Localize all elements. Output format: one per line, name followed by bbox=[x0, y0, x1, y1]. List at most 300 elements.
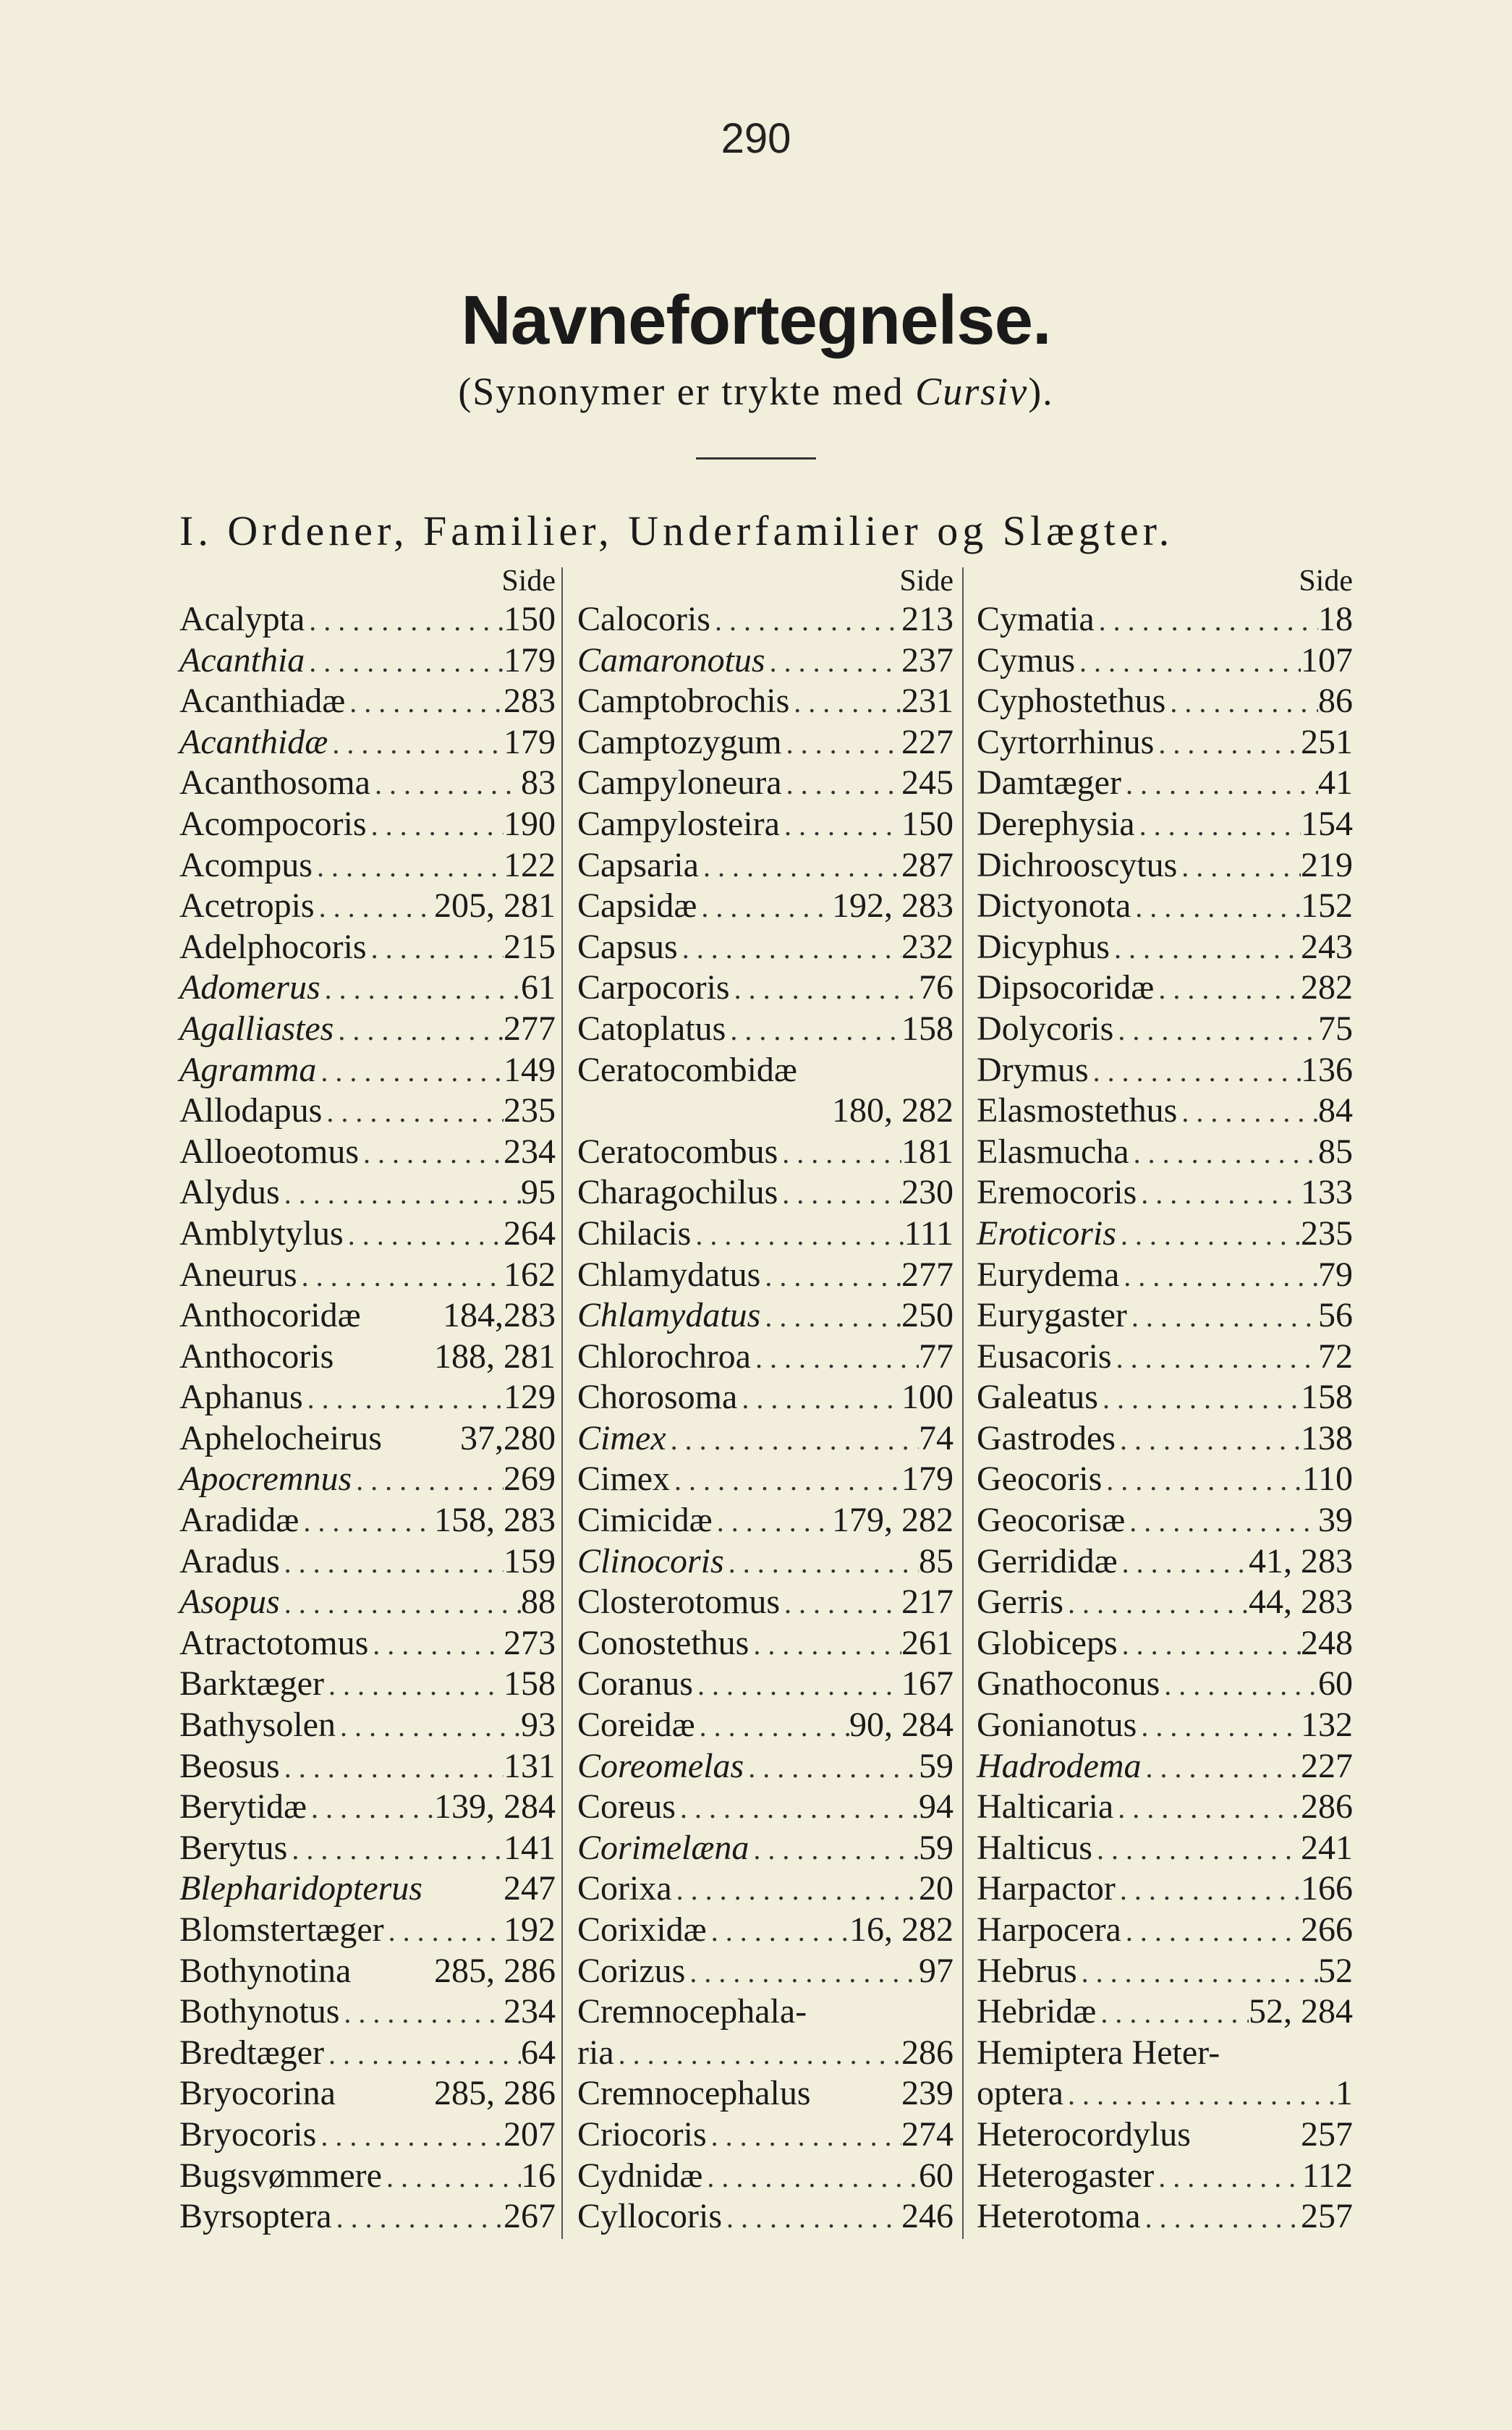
subtitle-italic: Cursiv bbox=[915, 370, 1029, 413]
entry-page: 261 bbox=[901, 1623, 954, 1662]
leader-dots bbox=[691, 1215, 904, 1256]
entry-page: 245 bbox=[901, 763, 954, 803]
entry-page: 188, 281 bbox=[434, 1337, 556, 1376]
leader-dots bbox=[297, 1256, 504, 1297]
entry-name: Dichrooscytus bbox=[977, 845, 1178, 884]
page-subtitle bbox=[0, 369, 1512, 414]
entry-name: Allodapus bbox=[179, 1091, 323, 1130]
entry-name: Drymus bbox=[977, 1050, 1089, 1089]
index-entry bbox=[577, 1172, 954, 1214]
entry-page: 76 bbox=[919, 968, 954, 1007]
entry-page: 16, 282 bbox=[849, 1910, 954, 1949]
entry-name: Blomstertæger bbox=[179, 1910, 384, 1949]
leader-dots bbox=[1154, 2157, 1302, 2198]
entry-page: 60 bbox=[1318, 1664, 1353, 1703]
entry-name: Cyrtorrhinus bbox=[977, 722, 1155, 761]
entry-name: Berytus bbox=[179, 1828, 288, 1867]
entry-page: 149 bbox=[504, 1050, 556, 1089]
entry-name: Acetropis bbox=[179, 886, 315, 926]
index-entry bbox=[577, 1787, 954, 1828]
leader-dots bbox=[1116, 1870, 1301, 1911]
entry-page: 162 bbox=[504, 1255, 556, 1294]
entry-page: 231 bbox=[901, 682, 954, 721]
index-entry bbox=[577, 2033, 954, 2074]
index-entry bbox=[577, 640, 954, 682]
leader-dots bbox=[328, 724, 504, 765]
entry-page: 56 bbox=[1318, 1296, 1353, 1335]
leader-dots bbox=[672, 1870, 919, 1911]
index-entry bbox=[577, 1746, 954, 1787]
leader-dots bbox=[305, 601, 504, 642]
leader-dots bbox=[305, 642, 504, 683]
entry-page: 286 bbox=[1301, 1787, 1353, 1826]
entry-name: Barktæger bbox=[179, 1664, 324, 1703]
leader-dots bbox=[695, 1706, 849, 1748]
entry-name: Coranus bbox=[577, 1664, 693, 1703]
index-entry bbox=[977, 1459, 1353, 1500]
entry-name: Adomerus bbox=[179, 968, 320, 1007]
index-entry bbox=[179, 1541, 556, 1583]
leader-dots bbox=[322, 1092, 504, 1133]
leader-dots bbox=[339, 1993, 504, 2034]
index-entry bbox=[977, 1828, 1353, 1869]
entry-page: 136 bbox=[1301, 1050, 1353, 1089]
entry-name: Cymus bbox=[977, 640, 1076, 680]
leader-dots bbox=[1137, 1706, 1301, 1748]
entry-page: 241 bbox=[1301, 1828, 1353, 1867]
leader-dots bbox=[280, 1583, 521, 1625]
index-entry bbox=[179, 1091, 556, 1132]
leader-dots bbox=[324, 2034, 521, 2075]
entry-name: Bryocorina bbox=[179, 2074, 336, 2113]
index-entry bbox=[977, 1623, 1353, 1664]
entry-page: 112 bbox=[1301, 2156, 1353, 2195]
index-entry bbox=[179, 1746, 556, 1787]
index-entry bbox=[977, 1951, 1353, 1992]
index-entry bbox=[577, 1132, 954, 1173]
entry-page: 179 bbox=[504, 640, 556, 680]
entry-page: 248 bbox=[1301, 1623, 1353, 1662]
index-entry bbox=[179, 1337, 556, 1378]
leader-dots bbox=[1177, 847, 1301, 888]
index-entry bbox=[977, 640, 1353, 682]
side-label: Side bbox=[899, 564, 954, 598]
entry-name: Asopus bbox=[179, 1583, 280, 1622]
leader-dots bbox=[315, 887, 434, 928]
index-entry bbox=[977, 1582, 1353, 1623]
leader-dots bbox=[707, 2116, 901, 2157]
index-entry bbox=[977, 681, 1353, 722]
entry-page: 227 bbox=[1301, 1746, 1353, 1785]
entry-page: 150 bbox=[901, 804, 954, 843]
index-entry bbox=[977, 927, 1353, 968]
leader-dots bbox=[1063, 2075, 1335, 2116]
entry-page: 64 bbox=[521, 2033, 556, 2072]
index-entry bbox=[179, 927, 556, 968]
index-entry bbox=[977, 722, 1353, 763]
entry-name: Aphelocheirus bbox=[179, 1418, 382, 1457]
entry-page: 86 bbox=[1318, 682, 1353, 721]
entry-name: Cydnidæ bbox=[577, 2156, 703, 2195]
side-label: Side bbox=[1299, 564, 1353, 598]
entry-name: Aradus bbox=[179, 1541, 280, 1580]
entry-page: 141 bbox=[504, 1828, 556, 1867]
entry-name: Dicyphus bbox=[977, 927, 1110, 966]
index-entry bbox=[577, 1214, 954, 1255]
index-entry bbox=[977, 1091, 1353, 1132]
entry-page: 37,280 bbox=[460, 1418, 556, 1457]
leader-dots bbox=[313, 847, 504, 888]
index-entry bbox=[179, 722, 556, 763]
entry-page: 75 bbox=[1318, 1009, 1353, 1048]
entry-name: Capsus bbox=[577, 927, 678, 966]
entry-page: 207 bbox=[504, 2114, 556, 2154]
entry-name: Chorosoma bbox=[577, 1378, 738, 1417]
index-entry bbox=[179, 845, 556, 886]
page-number: 290 bbox=[721, 115, 791, 162]
index-entry bbox=[179, 968, 556, 1009]
index-column-1 bbox=[179, 563, 556, 2238]
leader-dots bbox=[334, 1010, 504, 1051]
index-entry bbox=[179, 804, 556, 845]
index-entry bbox=[179, 1951, 556, 1992]
entry-name: Atractotomus bbox=[179, 1623, 369, 1662]
column-divider bbox=[561, 567, 563, 2239]
entry-page: 133 bbox=[1301, 1173, 1353, 1212]
leader-dots bbox=[352, 1460, 504, 1502]
index-entry bbox=[577, 1091, 954, 1132]
entry-page: 246 bbox=[901, 2197, 954, 2236]
entry-page: 179, 282 bbox=[832, 1501, 954, 1540]
leader-dots bbox=[778, 1133, 901, 1174]
entry-page: 273 bbox=[504, 1623, 556, 1662]
entry-page: 150 bbox=[504, 600, 556, 638]
entry-name: Corixidæ bbox=[577, 1910, 707, 1949]
leader-dots bbox=[1075, 642, 1301, 683]
entry-name: Halticaria bbox=[977, 1787, 1114, 1826]
leader-dots bbox=[1154, 969, 1301, 1010]
index-entry bbox=[577, 1910, 954, 1951]
entry-page: 59 bbox=[919, 1828, 954, 1867]
index-entry bbox=[577, 886, 954, 927]
entry-name: Eurygaster bbox=[977, 1296, 1127, 1335]
entry-page: 158 bbox=[504, 1664, 556, 1703]
entry-name: Bryocoris bbox=[179, 2114, 317, 2154]
leader-dots bbox=[685, 1952, 919, 1994]
leader-dots bbox=[280, 1543, 504, 1584]
entry-name: Geocorisæ bbox=[977, 1501, 1126, 1540]
entry-page: 79 bbox=[1318, 1255, 1353, 1294]
leader-dots bbox=[382, 2157, 521, 2198]
entry-name: Bothynotus bbox=[179, 1992, 340, 2031]
entry-page: 158, 283 bbox=[434, 1501, 556, 1540]
entry-name: Anthocoridæ bbox=[179, 1296, 361, 1335]
index-entry bbox=[577, 1009, 954, 1050]
leader-dots bbox=[737, 1379, 901, 1420]
title-divider bbox=[696, 457, 816, 460]
entry-name: Coreidæ bbox=[577, 1706, 695, 1745]
entry-name: Alydus bbox=[179, 1173, 280, 1212]
entry-name: Agramma bbox=[179, 1050, 317, 1089]
entry-name: Heterotoma bbox=[977, 2197, 1141, 2236]
entry-page: 44, 283 bbox=[1249, 1583, 1353, 1622]
entry-name: Camaronotus bbox=[577, 640, 765, 680]
entry-name: Acalypta bbox=[179, 600, 305, 638]
leader-dots bbox=[1131, 887, 1301, 928]
entry-page: 235 bbox=[1301, 1214, 1353, 1253]
index-entry bbox=[179, 1050, 556, 1091]
leader-dots bbox=[782, 764, 901, 805]
entry-name: Gerris bbox=[977, 1583, 1063, 1622]
leader-dots bbox=[710, 601, 901, 642]
entry-page: 264 bbox=[504, 1214, 556, 1253]
entry-name: Dipsocoridæ bbox=[977, 968, 1155, 1007]
leader-dots bbox=[384, 1911, 504, 1952]
entry-name: Blepharidopterus bbox=[179, 1869, 422, 1908]
leader-dots bbox=[1121, 1911, 1301, 1952]
entry-name: Corimelæna bbox=[577, 1828, 749, 1867]
index-entry bbox=[977, 1214, 1353, 1255]
index-entry bbox=[179, 1377, 556, 1418]
index-entry bbox=[977, 845, 1353, 886]
entry-page: 235 bbox=[504, 1091, 556, 1130]
leader-dots bbox=[726, 1010, 901, 1051]
leader-dots bbox=[1113, 1788, 1301, 1829]
index-entry bbox=[577, 681, 954, 722]
entry-name: Elasmostethus bbox=[977, 1091, 1178, 1130]
index-entry bbox=[977, 2033, 1353, 2074]
index-entry bbox=[977, 804, 1353, 845]
index-entry bbox=[179, 2033, 556, 2074]
leader-dots bbox=[749, 1829, 919, 1871]
entry-page: 41, 283 bbox=[1249, 1541, 1353, 1580]
leader-dots bbox=[1121, 764, 1318, 805]
entry-page: 179 bbox=[504, 722, 556, 761]
index-entry bbox=[977, 968, 1353, 1009]
index-entry bbox=[179, 1623, 556, 1664]
leader-dots bbox=[1063, 1583, 1249, 1625]
index-entry bbox=[179, 2073, 556, 2114]
entry-page: 213 bbox=[901, 600, 954, 638]
entry-page: 247 bbox=[504, 1869, 556, 1908]
entry-page: 257 bbox=[1301, 2197, 1353, 2236]
leader-dots bbox=[287, 1829, 504, 1871]
entry-name: Cremnocephalus bbox=[577, 2074, 811, 2113]
entry-page: 237 bbox=[901, 640, 954, 680]
entry-name: Campyloneura bbox=[577, 763, 782, 803]
entry-name: Corixa bbox=[577, 1869, 672, 1908]
entry-name: Gastrodes bbox=[977, 1418, 1116, 1457]
entry-page: 217 bbox=[901, 1583, 954, 1622]
entry-page: 184,283 bbox=[443, 1296, 556, 1335]
index-entry bbox=[577, 1418, 954, 1460]
entry-page: 107 bbox=[1301, 640, 1353, 680]
leader-dots bbox=[789, 682, 901, 724]
entry-page: 282 bbox=[1301, 968, 1353, 1007]
leader-dots bbox=[713, 1502, 832, 1543]
index-entry bbox=[179, 1418, 556, 1460]
entry-page: 100 bbox=[901, 1378, 954, 1417]
entry-page: 77 bbox=[919, 1337, 954, 1376]
entry-name: Harpactor bbox=[977, 1869, 1116, 1908]
index-entry bbox=[179, 1705, 556, 1746]
entry-name: Harpocera bbox=[977, 1910, 1121, 1949]
entry-page: 274 bbox=[901, 2114, 954, 2154]
entry-name: Bugsvømmere bbox=[179, 2156, 382, 2195]
leader-dots bbox=[1125, 1502, 1318, 1543]
index-entry bbox=[179, 1459, 556, 1500]
entry-page: 1 bbox=[1335, 2074, 1353, 2113]
entry-name: Acompocoris bbox=[179, 804, 367, 843]
leader-dots bbox=[1137, 1174, 1301, 1215]
entry-page: 286 bbox=[901, 2033, 954, 2072]
leader-dots bbox=[765, 642, 901, 683]
entry-page: 85 bbox=[919, 1541, 954, 1580]
index-entry bbox=[179, 2196, 556, 2238]
entry-page: 97 bbox=[919, 1951, 954, 1990]
index-entry bbox=[577, 599, 954, 640]
leader-dots bbox=[1160, 1665, 1318, 1706]
index-entry bbox=[977, 763, 1353, 804]
index-entry bbox=[577, 1541, 954, 1583]
leader-dots bbox=[749, 1625, 901, 1666]
index-entry bbox=[577, 763, 954, 804]
entry-name: Charagochilus bbox=[577, 1173, 778, 1212]
entry-page: 85 bbox=[1318, 1132, 1353, 1171]
index-entry bbox=[179, 1828, 556, 1869]
entry-page: 205, 281 bbox=[434, 886, 556, 926]
entry-name: Cymatia bbox=[977, 600, 1095, 638]
leader-dots bbox=[1177, 1092, 1318, 1133]
index-entry bbox=[977, 1337, 1353, 1378]
index-entry bbox=[179, 1214, 556, 1255]
entry-page: 285, 286 bbox=[434, 1951, 556, 1990]
leader-dots bbox=[1118, 1543, 1249, 1584]
entry-name: Gonianotus bbox=[977, 1706, 1137, 1745]
index-entry bbox=[977, 1991, 1353, 2033]
index-entry bbox=[179, 763, 556, 804]
entry-name: Corizus bbox=[577, 1951, 686, 1990]
subtitle-prefix: (Synonymer er trykte med bbox=[458, 370, 916, 413]
entry-page: 154 bbox=[1301, 804, 1353, 843]
entry-name: Anthocoris bbox=[179, 1337, 334, 1376]
entry-name: Byrsoptera bbox=[179, 2197, 332, 2236]
index-entry bbox=[977, 1172, 1353, 1214]
entry-page: 227 bbox=[901, 722, 954, 761]
entry-name: Chlamydatus bbox=[577, 1255, 761, 1294]
entry-name: Closterotomus bbox=[577, 1583, 781, 1622]
leader-dots bbox=[744, 1748, 919, 1789]
leader-dots bbox=[678, 928, 901, 970]
leader-dots bbox=[1165, 682, 1318, 724]
entry-page: 74 bbox=[919, 1418, 954, 1457]
subtitle-suffix: ). bbox=[1028, 370, 1054, 413]
leader-dots bbox=[280, 1748, 504, 1789]
entry-name: Cyphostethus bbox=[977, 682, 1166, 721]
leader-dots bbox=[1092, 1829, 1301, 1871]
entry-name: Eremocoris bbox=[977, 1173, 1137, 1212]
index-entry bbox=[977, 2114, 1353, 2156]
entry-name: Galeatus bbox=[977, 1378, 1098, 1417]
leader-dots bbox=[316, 2116, 504, 2157]
entry-name: Chlorochroa bbox=[577, 1337, 751, 1376]
entry-name: Catoplatus bbox=[577, 1009, 726, 1048]
entry-page: 139, 284 bbox=[434, 1787, 556, 1826]
entry-page: 180, 282 bbox=[832, 1091, 954, 1130]
index-entry bbox=[577, 1623, 954, 1664]
entry-name: Acanthiadæ bbox=[179, 682, 346, 721]
entry-name: Eusacoris bbox=[977, 1337, 1112, 1376]
index-entry bbox=[179, 2156, 556, 2197]
leader-dots bbox=[1098, 1379, 1301, 1420]
entry-name: Camptozygum bbox=[577, 722, 782, 761]
leader-dots bbox=[614, 2034, 901, 2075]
entry-page: 159 bbox=[504, 1541, 556, 1580]
entry-page: 138 bbox=[1301, 1418, 1353, 1457]
entry-name: Bredtæger bbox=[179, 2033, 324, 2072]
index-entry bbox=[179, 2114, 556, 2156]
index-entry bbox=[577, 1705, 954, 1746]
index-entry bbox=[577, 1459, 954, 1500]
index-entry bbox=[977, 1705, 1353, 1746]
side-label: Side bbox=[501, 564, 556, 598]
entry-name: Heterocordylus bbox=[977, 2114, 1191, 2154]
leader-dots bbox=[344, 1215, 504, 1256]
index-entry bbox=[179, 599, 556, 640]
entry-page: 152 bbox=[1301, 886, 1353, 926]
entry-name: Capsidæ bbox=[577, 886, 697, 926]
leader-dots bbox=[666, 1420, 919, 1461]
entry-page: 61 bbox=[521, 968, 556, 1007]
leader-dots bbox=[307, 1788, 434, 1829]
index-entry bbox=[977, 1009, 1353, 1050]
entry-name: Eurydema bbox=[977, 1255, 1120, 1294]
page-title: Navnefortegnelse. bbox=[461, 281, 1051, 359]
leader-dots bbox=[676, 1788, 919, 1829]
leader-dots bbox=[702, 2157, 919, 2198]
leader-dots bbox=[780, 805, 901, 847]
leader-dots bbox=[324, 1665, 504, 1706]
entry-name: Coreus bbox=[577, 1787, 676, 1826]
leader-dots bbox=[368, 1625, 504, 1666]
entry-page: 190 bbox=[504, 804, 556, 843]
index-entry bbox=[577, 1582, 954, 1623]
leader-dots bbox=[693, 1665, 901, 1706]
leader-dots bbox=[1113, 1010, 1318, 1051]
entry-page: 167 bbox=[901, 1664, 954, 1703]
index-entry bbox=[577, 2156, 954, 2197]
entry-page: 129 bbox=[504, 1378, 556, 1417]
entry-page: 90, 284 bbox=[849, 1706, 954, 1745]
entry-page: 234 bbox=[504, 1992, 556, 2031]
leader-dots bbox=[724, 1543, 919, 1584]
entry-name: Carpocoris bbox=[577, 968, 730, 1007]
entry-page: 277 bbox=[901, 1255, 954, 1294]
leader-dots bbox=[722, 2198, 901, 2239]
leader-dots bbox=[1129, 1133, 1318, 1174]
index-entry bbox=[179, 1132, 556, 1173]
entry-name: Aphanus bbox=[179, 1378, 303, 1417]
entry-name: Capsaria bbox=[577, 845, 699, 884]
entry-page: 285, 286 bbox=[434, 2074, 556, 2113]
index-entry bbox=[977, 1255, 1353, 1296]
index-entry bbox=[977, 2156, 1353, 2197]
entry-page: 269 bbox=[504, 1460, 556, 1499]
entry-page: 234 bbox=[504, 1132, 556, 1171]
entry-name: Apocremnus bbox=[179, 1460, 352, 1499]
entry-page: 239 bbox=[901, 2074, 954, 2113]
leader-dots bbox=[1095, 601, 1318, 642]
